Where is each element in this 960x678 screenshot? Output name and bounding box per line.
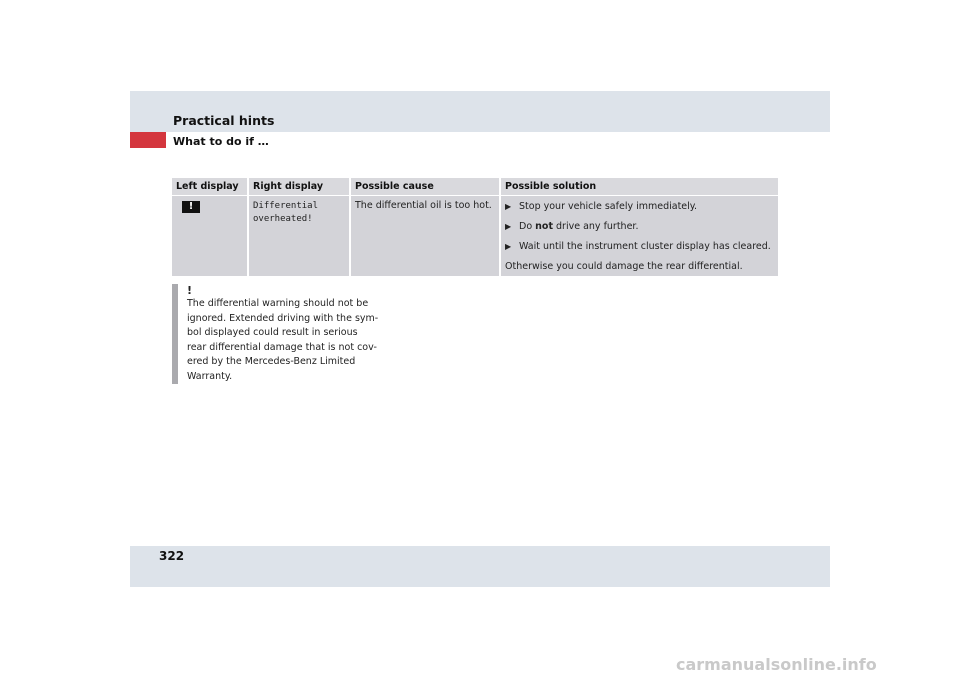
section-marker (130, 132, 166, 148)
possible-cause-cell: The differential oil is too hot. (351, 196, 499, 276)
display-message-line-2: overheated! (253, 214, 313, 224)
bullet-arrow-icon: ▶ (505, 202, 512, 211)
solution-step-text: Stop your vehicle safely immediately. (519, 201, 698, 212)
warning-text-line: ignored. Extended driving with the sym- (187, 312, 379, 324)
warning-text-line: Warranty. (187, 370, 233, 382)
warning-text-line: ered by the Mercedes-Benz Limited (187, 356, 356, 367)
page-subtitle: What to do if … (173, 135, 269, 148)
column-header-right-display: Right display (249, 178, 349, 195)
solution-step-text: drive any further. (553, 221, 639, 232)
bullet-arrow-icon: ▶ (505, 242, 512, 251)
solution-step (505, 221, 774, 232)
solution-step (505, 201, 774, 212)
watermark-text: carmanualsonline.info (676, 655, 877, 674)
footer-band (130, 546, 830, 587)
solution-step-text: Do (519, 221, 536, 232)
display-message-line-1: Differential (253, 201, 319, 211)
table-header-row (172, 178, 778, 195)
solution-closing-note: Otherwise you could damage the rear differential. (505, 261, 743, 272)
possible-solution-cell (501, 196, 778, 276)
solution-step (505, 241, 774, 252)
column-header-left-display: Left display (172, 178, 247, 195)
warning-text-line: The differential warning should not be (187, 298, 369, 309)
page-number: 322 (159, 549, 185, 563)
warning-exclamation-icon: ! (187, 284, 193, 297)
column-header-possible-cause: Possible cause (351, 178, 499, 195)
table-row (172, 196, 778, 276)
solution-step-text: Wait until the instrument cluster display has cleared. (519, 241, 771, 252)
warning-text-line: rear differential damage that is not cov- (187, 341, 377, 353)
right-display-cell (249, 196, 349, 276)
solution-step-emphasis: not (535, 221, 553, 232)
column-header-possible-solution: Possible solution (501, 178, 778, 195)
warning-text-line: bol displayed could result in serious (187, 327, 358, 338)
bullet-arrow-icon: ▶ (505, 222, 512, 231)
section-title: Practical hints (173, 113, 275, 128)
display-messages-table (170, 177, 780, 277)
warning-notice (172, 284, 382, 384)
left-display-cell (172, 196, 247, 276)
warning-exclamation-icon: ! (182, 201, 200, 213)
